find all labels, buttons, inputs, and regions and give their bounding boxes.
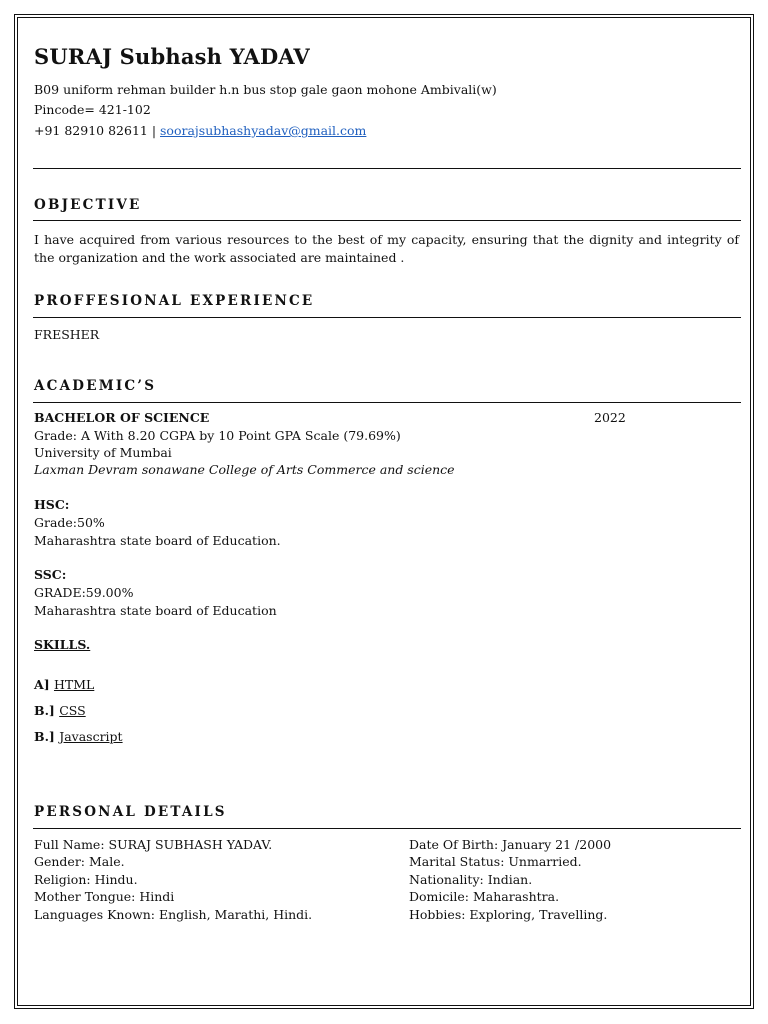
contact-line xyxy=(34,123,366,138)
personal-mother-tongue: Mother Tongue: Hindi xyxy=(34,889,175,904)
personal-marital-status: Marital Status: Unmarried. xyxy=(409,854,582,869)
header-divider xyxy=(33,168,741,169)
page-border-inner xyxy=(17,17,751,1006)
personal-domicile: Domicile: Maharashtra. xyxy=(409,889,560,904)
degree-year: 2022 xyxy=(594,410,626,425)
personal-gender: Gender: Male. xyxy=(34,854,125,869)
ssc-grade: GRADE:59.00% xyxy=(34,585,134,600)
skill-item xyxy=(34,677,94,692)
skill-prefix: A] xyxy=(34,677,54,692)
academics-heading: ACADEMIC’S xyxy=(34,378,157,394)
candidate-name: SURAJ Subhash YADAV xyxy=(34,44,310,69)
personal-languages: Languages Known: English, Marathi, Hindi. xyxy=(34,907,313,922)
skill-prefix: B.] xyxy=(34,703,60,718)
phone-number: +91 82910 82611 | xyxy=(34,123,161,138)
personal-hobbies: Hobbies: Exploring, Travelling. xyxy=(409,907,608,922)
ssc-board: Maharashtra state board of Education xyxy=(34,603,277,618)
degree-college: Laxman Devram sonawane College of Arts Commerce and science xyxy=(34,462,455,477)
academics-divider xyxy=(33,402,741,403)
personal-nationality: Nationality: Indian. xyxy=(409,872,533,887)
skill-item xyxy=(34,703,86,718)
objective-text: I have acquired from various resources to the best of my capacity, ensuring that the dignity and integrity of the organization and the work associated are maintained . xyxy=(34,232,739,265)
personal-dob: Date Of Birth: January 21 /2000 xyxy=(409,837,612,852)
personal-divider xyxy=(33,828,741,829)
skill-name: Javascript xyxy=(59,729,123,744)
address: B09 uniform rehman builder h.n bus stop gale gaon mohone Ambivali(w) xyxy=(34,82,497,97)
personal-full-name: Full Name: SURAJ SUBHASH YADAV. xyxy=(34,837,273,852)
skill-name: CSS xyxy=(59,703,86,718)
personal-religion: Religion: Hindu. xyxy=(34,872,138,887)
degree-university: University of Mumbai xyxy=(34,445,172,460)
hsc-title: HSC: xyxy=(34,497,70,512)
personal-heading: PERSONAL DETAILS xyxy=(34,804,227,820)
degree-grade: Grade: A With 8.20 CGPA by 10 Point GPA Scale (79.69%) xyxy=(34,428,401,443)
skills-heading: SKILLS. xyxy=(34,637,91,652)
pincode: Pincode= 421-102 xyxy=(34,102,151,117)
experience-heading: PROFFESIONAL EXPERIENCE xyxy=(34,293,315,309)
experience-divider xyxy=(33,317,741,318)
degree-title: BACHELOR OF SCIENCE xyxy=(34,410,210,425)
ssc-title: SSC: xyxy=(34,567,67,582)
objective-heading: OBJECTIVE xyxy=(34,197,142,213)
objective-divider xyxy=(33,220,741,221)
skill-item xyxy=(34,729,123,744)
hsc-board: Maharashtra state board of Education. xyxy=(34,533,281,548)
skill-prefix: B.] xyxy=(34,729,60,744)
hsc-grade: Grade:50% xyxy=(34,515,105,530)
skill-name: HTML xyxy=(53,677,95,692)
email-link[interactable]: soorajsubhashyadav@gmail.com xyxy=(160,123,367,138)
experience-text: FRESHER xyxy=(34,327,100,342)
